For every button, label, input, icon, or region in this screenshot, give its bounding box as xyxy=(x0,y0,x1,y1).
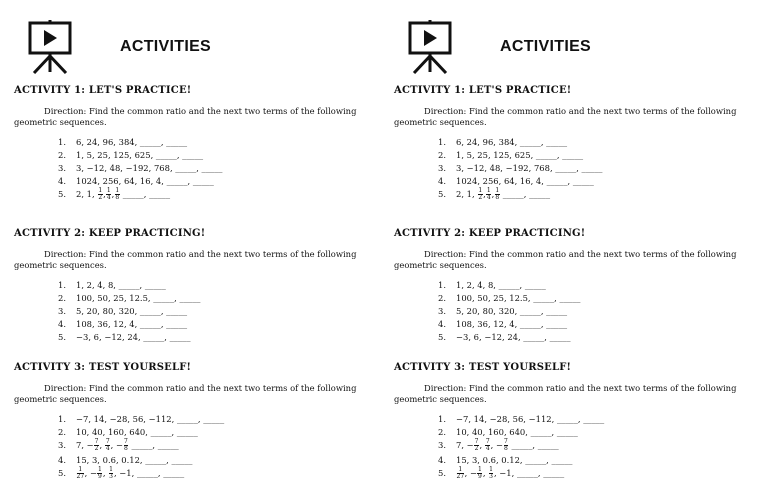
list-item xyxy=(394,331,764,344)
item-prefix: 7, − xyxy=(76,440,94,450)
list-item: 5. $\frac{1}{27}$ , − $\frac{1}{9}$ , $\frac{1}{3}$ , −1, _____, _____ xyxy=(58,466,185,480)
list-item: 5. 2, 1, $\frac{1}{2}$ , $\frac{1}{4}$ , $\frac{1}{8}$ _____, _____ xyxy=(58,187,171,201)
fraction: $\frac{1}{4}$ xyxy=(486,187,491,201)
worksheet-right xyxy=(394,0,764,503)
item-number: 5. xyxy=(438,189,446,199)
list-item xyxy=(14,413,384,426)
activity-1-items xyxy=(14,136,384,202)
direction-line-2: geometric sequences. xyxy=(14,394,107,404)
item-number: 3. xyxy=(438,306,446,316)
direction-line-1: Direction: Find the common ratio and the next two terms of the following xyxy=(424,106,737,116)
item-text: 1, 5, 25, 125, 625, _____, _____ xyxy=(76,150,204,160)
item-number: 2. xyxy=(58,150,66,160)
activity-3-direction xyxy=(14,383,384,405)
fraction: $\frac{1}{9}$ xyxy=(97,466,102,480)
item-number: 1. xyxy=(438,137,446,147)
item-text: 15, 3, 0.6, 0.12, _____, _____ xyxy=(456,455,573,465)
item-text: 108, 36, 12, 4, _____, _____ xyxy=(456,319,568,329)
item-number: 5. xyxy=(58,468,66,478)
list-item xyxy=(14,149,384,162)
activity-1-direction xyxy=(394,106,764,128)
item-text: 100, 50, 25, 12.5, _____, _____ xyxy=(76,293,201,303)
activity-2-direction xyxy=(14,249,384,271)
item-text: 10, 40, 160, 640, _____, _____ xyxy=(456,427,578,437)
item-number: 1. xyxy=(438,280,446,290)
item-text: 1, 5, 25, 125, 625, _____, _____ xyxy=(456,150,584,160)
item-number: 3. xyxy=(58,440,66,450)
list-item xyxy=(14,305,384,318)
list-item: 5. 2, 1, $\frac{1}{2}$ , $\frac{1}{4}$ , $\frac{1}{8}$ _____, _____ xyxy=(438,187,551,201)
item-text: 5, 20, 80, 320, _____, _____ xyxy=(456,306,568,316)
list-item xyxy=(14,136,384,149)
activity-3-title: ACTIVITY 3: TEST YOURSELF! xyxy=(394,362,572,373)
activity-3-items xyxy=(14,413,384,482)
fraction: $\frac{7}{4}$ xyxy=(105,438,110,452)
activity-1 xyxy=(394,85,764,202)
item-number: 2. xyxy=(438,427,446,437)
item-text: 1, 2, 4, 8, _____, _____ xyxy=(76,280,166,290)
item-number: 5. xyxy=(58,189,66,199)
activity-1-items xyxy=(394,136,764,202)
fraction: $\frac{7}{2}$ xyxy=(94,438,99,452)
direction-line-2: geometric sequences. xyxy=(14,260,107,270)
list-item xyxy=(14,162,384,175)
direction-line-1: Direction: Find the common ratio and the next two terms of the following xyxy=(44,106,357,116)
list-item: 5. $\frac{1}{27}$ , − $\frac{1}{9}$ , $\frac{1}{3}$ , −1, _____, _____ xyxy=(438,466,565,480)
list-item xyxy=(14,318,384,331)
list-item xyxy=(394,454,764,467)
page-title: ACTIVITIES xyxy=(120,38,212,55)
direction-line-2: geometric sequences. xyxy=(394,117,487,127)
list-item xyxy=(394,426,764,439)
item-number: 3. xyxy=(58,163,66,173)
item-text: 3, −12, 48, −192, 768, _____, _____ xyxy=(76,163,223,173)
item-prefix: 2, 1, xyxy=(456,189,478,199)
presentation-board-icon xyxy=(408,20,452,74)
item-suffix: , −1, _____, _____ xyxy=(113,468,185,478)
item-number: 4. xyxy=(58,176,66,186)
activity-3-items xyxy=(394,413,764,482)
list-item xyxy=(394,136,764,149)
fraction: $\frac{1}{9}$ xyxy=(477,466,482,480)
list-item: 3. 7, − $\frac{7}{2}$ , $\frac{7}{4}$ , − $\frac{7}{8}$ _____, _____ xyxy=(58,438,179,452)
item-number: 2. xyxy=(58,427,66,437)
header xyxy=(28,20,368,72)
fraction: $\frac{7}{8}$ xyxy=(504,438,508,452)
list-item xyxy=(14,454,384,467)
list-item xyxy=(394,413,764,426)
item-text: −7, 14, −28, 56, −112, _____, _____ xyxy=(456,414,605,424)
header xyxy=(408,20,748,72)
item-text: 6, 24, 96, 384, _____, _____ xyxy=(456,137,568,147)
item-number: 2. xyxy=(438,293,446,303)
direction-line-2: geometric sequences. xyxy=(394,394,487,404)
item-number: 1. xyxy=(58,280,66,290)
list-item xyxy=(14,175,384,188)
item-number: 2. xyxy=(438,150,446,160)
item-number: 1. xyxy=(58,137,66,147)
item-prefix: 7, − xyxy=(456,440,474,450)
fraction: $\frac{1}{3}$ xyxy=(489,466,493,480)
activity-1 xyxy=(14,85,384,202)
list-item xyxy=(14,279,384,292)
item-text: 10, 40, 160, 640, _____, _____ xyxy=(76,427,198,437)
item-number: 4. xyxy=(438,455,446,465)
item-suffix: , −1, _____, _____ xyxy=(493,468,565,478)
fraction: $\frac{1}{8}$ xyxy=(495,187,500,201)
fraction: $\frac{1}{27}$ xyxy=(456,466,465,480)
item-text: −3, 6, −12, 24, _____, _____ xyxy=(456,332,571,342)
item-number: 4. xyxy=(58,319,66,329)
item-number: 3. xyxy=(438,163,446,173)
activity-2-items xyxy=(394,279,764,344)
activity-1-title: ACTIVITY 1: LET'S PRACTICE! xyxy=(394,85,572,96)
direction-line-1: Direction: Find the common ratio and the next two terms of the following xyxy=(424,249,737,259)
item-number: 4. xyxy=(58,455,66,465)
fraction: $\frac{7}{2}$ xyxy=(474,438,479,452)
item-number: 2. xyxy=(58,293,66,303)
activity-3 xyxy=(14,362,384,482)
item-text: 5, 20, 80, 320, _____, _____ xyxy=(76,306,188,316)
item-number: 3. xyxy=(58,306,66,316)
item-number: 4. xyxy=(438,319,446,329)
item-suffix: _____, _____ xyxy=(508,440,559,450)
list-item xyxy=(394,292,764,305)
direction-line-1: Direction: Find the common ratio and the next two terms of the following xyxy=(44,249,357,259)
activity-2-title: ACTIVITY 2: KEEP PRACTICING! xyxy=(14,228,206,239)
direction-line-1: Direction: Find the common ratio and the next two terms of the following xyxy=(44,383,357,393)
activity-2-title: ACTIVITY 2: KEEP PRACTICING! xyxy=(394,228,586,239)
item-text: 15, 3, 0.6, 0.12, _____, _____ xyxy=(76,455,193,465)
item-number: 5. xyxy=(58,332,66,342)
item-text: 6, 24, 96, 384, _____, _____ xyxy=(76,137,188,147)
list-item: 3. 7, − $\frac{7}{2}$ , $\frac{7}{4}$ , − $\frac{7}{8}$ _____, _____ xyxy=(438,438,559,452)
item-number: 3. xyxy=(438,440,446,450)
list-item xyxy=(394,149,764,162)
item-number: 1. xyxy=(438,414,446,424)
item-number: 1. xyxy=(58,414,66,424)
item-text: 108, 36, 12, 4, _____, _____ xyxy=(76,319,188,329)
item-text: 1024, 256, 64, 16, 4, _____, _____ xyxy=(76,176,214,186)
list-item xyxy=(14,292,384,305)
item-text: −7, 14, −28, 56, −112, _____, _____ xyxy=(76,414,225,424)
fraction: $\frac{1}{2}$ xyxy=(98,187,103,201)
fraction: $\frac{1}{8}$ xyxy=(115,187,120,201)
list-item xyxy=(394,279,764,292)
activity-2-direction xyxy=(394,249,764,271)
page-title: ACTIVITIES xyxy=(500,38,592,55)
fraction: $\frac{1}{4}$ xyxy=(106,187,111,201)
activity-3-direction xyxy=(394,383,764,405)
list-item xyxy=(394,305,764,318)
worksheet-left xyxy=(14,0,384,503)
direction-line-1: Direction: Find the common ratio and the next two terms of the following xyxy=(424,383,737,393)
fraction: $\frac{1}{27}$ xyxy=(76,466,85,480)
item-text: −3, 6, −12, 24, _____, _____ xyxy=(76,332,191,342)
activity-3 xyxy=(394,362,764,482)
presentation-board-icon xyxy=(28,20,72,74)
fraction: $\frac{7}{8}$ xyxy=(124,438,128,452)
item-text: 100, 50, 25, 12.5, _____, _____ xyxy=(456,293,581,303)
list-item xyxy=(394,162,764,175)
fraction: $\frac{1}{3}$ xyxy=(109,466,113,480)
list-item xyxy=(394,318,764,331)
list-item xyxy=(14,331,384,344)
item-number: 5. xyxy=(438,332,446,342)
list-item xyxy=(14,426,384,439)
direction-line-2: geometric sequences. xyxy=(14,117,107,127)
item-number: 5. xyxy=(438,468,446,478)
activity-1-title: ACTIVITY 1: LET'S PRACTICE! xyxy=(14,85,192,96)
activity-2-items xyxy=(14,279,384,344)
item-suffix: _____, _____ xyxy=(128,440,179,450)
direction-line-2: geometric sequences. xyxy=(394,260,487,270)
item-prefix: 2, 1, xyxy=(76,189,98,199)
activity-2 xyxy=(14,228,384,344)
item-suffix: _____, _____ xyxy=(500,189,551,199)
item-suffix: _____, _____ xyxy=(120,189,171,199)
item-text: 1024, 256, 64, 16, 4, _____, _____ xyxy=(456,176,594,186)
activity-1-direction xyxy=(14,106,384,128)
activity-3-title: ACTIVITY 3: TEST YOURSELF! xyxy=(14,362,192,373)
fraction: $\frac{7}{4}$ xyxy=(485,438,490,452)
list-item xyxy=(394,175,764,188)
activity-2 xyxy=(394,228,764,344)
fraction: $\frac{1}{2}$ xyxy=(478,187,483,201)
item-number: 4. xyxy=(438,176,446,186)
item-text: 3, −12, 48, −192, 768, _____, _____ xyxy=(456,163,603,173)
item-text: 1, 2, 4, 8, _____, _____ xyxy=(456,280,546,290)
